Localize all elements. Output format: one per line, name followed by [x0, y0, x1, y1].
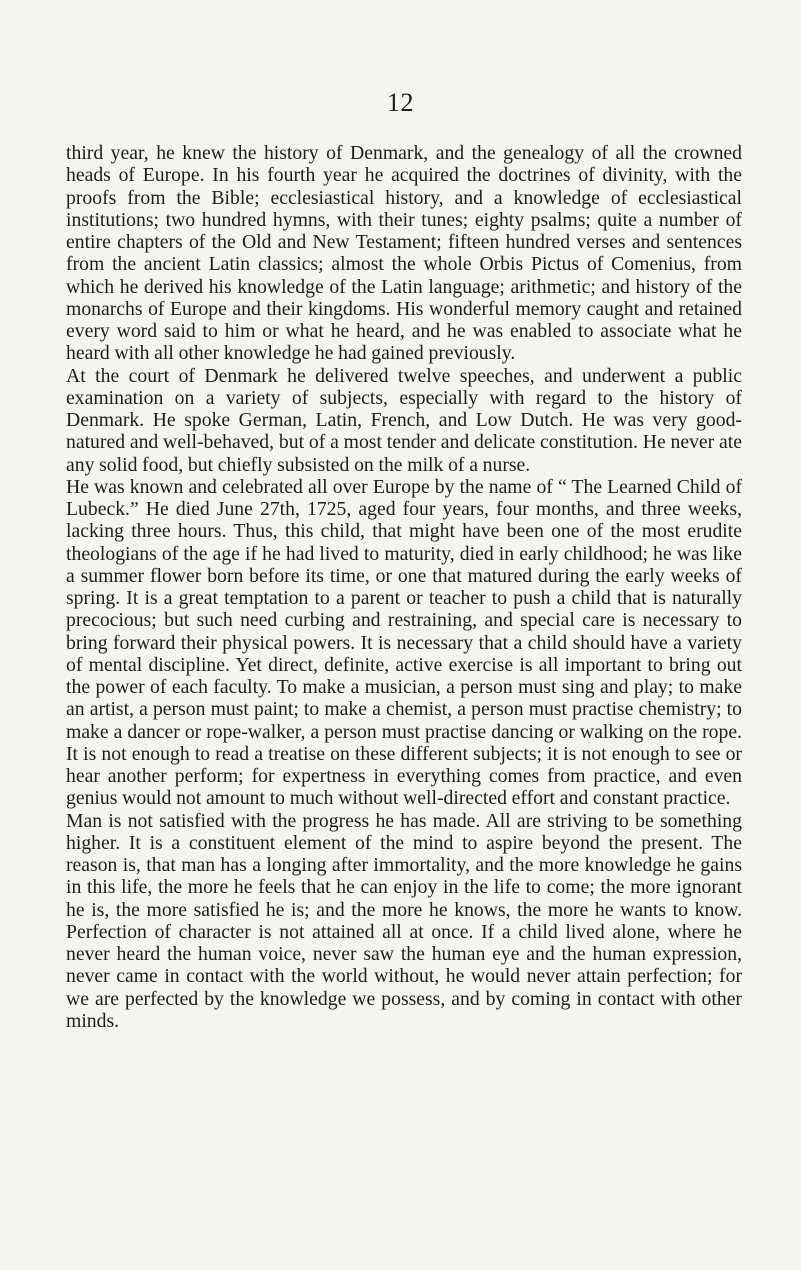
paragraph-3: He was known and celebrated all over Europe by the name of “ The Learned Child of Lubeck.” He died June 27th, 1725, aged four years, four months, and three weeks, lacking three hours. Thus, this child, that might have been one of the most erudite theologians of the age if he had lived to maturity, died in early childhood; he was like a summer flower born before its time, or one that matured during the early weeks of spring. It is a great temptation to a parent or teacher to push a child that is naturally precocious; but such need curbing and restraining, and special care is necessary to bring forward their physical powers. It is necessary that a child should have a variety of mental discipline. Yet direct, definite, active exercise is all important to bring out the power of each faculty. To make a musician, a person must sing and play; to make an artist, a person must paint; to make a chemist, a person must practise chemistry; to make a dancer or rope-walker, a person must practise dancing or walking on the rope. It is not enough to read a treatise on these different subjects; it is not enough to see or hear another perform; for expertness in everything comes from practice, and even genius would not amount to much without well-directed effort and constant practice. — [66, 475, 742, 810]
paragraph-2: At the court of Denmark he delivered twelve speeches, and underwent a public examination on a variety of subjects, especially with regard to the history of Denmark. He spoke German, Latin, French, and Low Dutch. He was very good-natured and well-behaved, but of a most tender and delicate constitution. He never ate any solid food, but chiefly subsisted on the milk of a nurse. — [66, 364, 742, 476]
page-number: 12 — [387, 88, 414, 117]
paragraph-4: Man is not satisfied with the progress he has made. All are striving to be something higher. It is a constituent element of the mind to aspire beyond the present. The reason is, that man has a longing after immortality, and the more knowledge he gains in this life, the more he feels that he can enjoy in the life to come; the more ignorant he is, the more satisfied he is; and the more he knows, the more he wants to know. Perfection of character is not attained all at once. If a child lived alone, where he never heard the human voice, never saw the human eye and the human expression, never came in contact with the world without, he would never attain perfection; for we are perfected by the knowledge we possess, and by coming in contact with other minds. — [66, 809, 742, 1032]
page-body-text — [66, 142, 742, 1032]
paragraph-1: third year, he knew the history of Denmark, and the genealogy of all the crowned heads of Europe. In his fourth year he acquired the doctrines of divinity, with the proofs from the Bible; ecclesiastical history, and a knowledge of ecclesiastical institutions; two hundred hymns, with their tunes; eighty psalms; quite a number of entire chapters of the Old and New Testament; fifteen hundred verses and sentences from the ancient Latin classics; almost the whole Orbis Pictus of Comenius, from which he derived his knowledge of the Latin language; arithmetic; and history of the monarchs of Europe and their kingdoms. His wonderful memory caught and retained every word said to him or what he heard, and he was enabled to associate what he heard with all other knowledge he had gained previously. — [66, 142, 742, 365]
